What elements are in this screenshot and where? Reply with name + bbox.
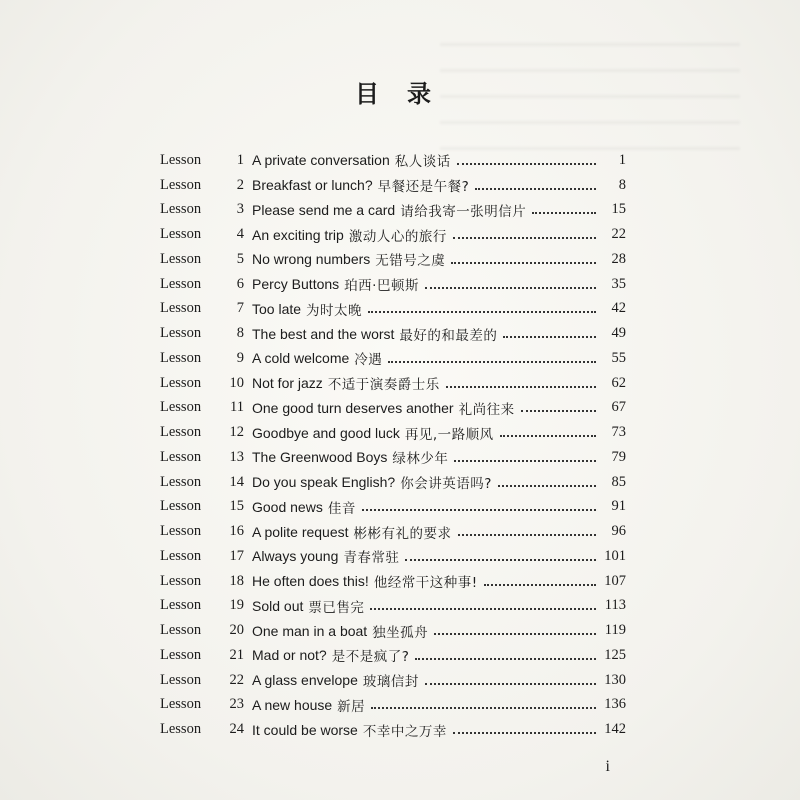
lesson-title-chinese: 礼尚往来 (458, 401, 515, 418)
lesson-title-english: Goodbye and good luck (252, 424, 400, 441)
dot-leader (425, 286, 596, 289)
lesson-number: 11 (230, 399, 244, 416)
lesson-label (160, 152, 244, 169)
lesson-title-english: Always young (252, 548, 339, 565)
lesson-label (160, 424, 244, 441)
toc-entry (160, 297, 626, 322)
lesson-title-english: A polite request (252, 523, 349, 540)
lesson-title-chinese: 他经常干这种事! (373, 575, 478, 592)
page-number: 136 (604, 696, 626, 713)
lesson-number: 16 (229, 523, 244, 540)
lesson-word: Lesson (160, 399, 202, 416)
lesson-number: 9 (236, 349, 244, 366)
lesson-word: Lesson (160, 325, 202, 342)
page-number: 8 (618, 176, 626, 193)
page-number: 113 (604, 597, 626, 614)
lesson-number: 15 (229, 498, 244, 515)
lesson-word: Lesson (160, 226, 202, 243)
page-number: 91 (611, 498, 626, 515)
lesson-title-english: Breakfast or lunch? (252, 177, 373, 194)
lesson-number: 3 (236, 201, 244, 218)
lesson-label (160, 622, 244, 639)
lesson-word: Lesson (160, 448, 202, 465)
dot-leader (454, 459, 596, 462)
lesson-title-english: Please send me a card (252, 201, 396, 218)
lesson-number: 22 (229, 671, 244, 688)
dot-leader (453, 731, 596, 734)
dot-leader (371, 706, 596, 709)
page-number: 79 (611, 448, 626, 465)
lesson-title-chinese: 独坐孤舟 (372, 624, 429, 641)
lesson-label (160, 276, 244, 293)
lesson-title-chinese: 不幸中之万幸 (362, 723, 447, 740)
lesson-word: Lesson (160, 349, 202, 366)
lesson-word: Lesson (160, 275, 202, 292)
lesson-title-english: Too late (252, 300, 302, 317)
lesson-word: Lesson (160, 176, 202, 193)
page-number: 67 (611, 399, 626, 416)
toc-entry (160, 668, 626, 693)
toc-entry (160, 198, 626, 223)
lesson-title-english: Sold out (252, 597, 304, 614)
lesson-word: Lesson (160, 523, 202, 540)
lesson-word: Lesson (160, 201, 202, 218)
dot-leader (532, 211, 596, 214)
dot-leader (484, 583, 596, 586)
toc-entry (160, 346, 626, 371)
lesson-label (160, 325, 244, 342)
lesson-label (160, 672, 244, 689)
toc-entry (160, 495, 626, 520)
toc-entry (160, 272, 626, 297)
lesson-number: 10 (229, 374, 244, 391)
lesson-title-chinese: 你会讲英语吗? (400, 476, 492, 493)
lesson-word: Lesson (160, 646, 202, 663)
lesson-label (160, 300, 244, 317)
toc-entry (160, 247, 626, 272)
lesson-label (160, 474, 244, 491)
lesson-title-chinese: 彬彬有礼的要求 (353, 525, 452, 542)
lesson-title-chinese: 青春常驻 (343, 550, 400, 567)
lesson-word: Lesson (160, 572, 202, 589)
lesson-number: 5 (236, 250, 244, 267)
toc-entry (160, 693, 626, 718)
lesson-title-english: One good turn deserves another (252, 399, 454, 416)
toc-entry (160, 321, 626, 346)
page-number: 62 (611, 374, 626, 391)
lesson-title-english: A private conversation (252, 152, 390, 169)
toc-entry (160, 717, 626, 742)
lesson-word: Lesson (160, 300, 202, 317)
table-of-contents (160, 148, 626, 742)
dot-leader (521, 409, 596, 412)
toc-entry (160, 148, 626, 173)
lesson-label (160, 375, 244, 392)
dot-leader (498, 484, 596, 487)
lesson-number: 7 (236, 300, 244, 317)
lesson-title-chinese: 票已售完 (308, 599, 365, 616)
lesson-title-english: One man in a boat (252, 622, 368, 639)
lesson-label (160, 573, 244, 590)
lesson-title-english: The Greenwood Boys (252, 449, 388, 466)
lesson-word: Lesson (160, 374, 202, 391)
lesson-label (160, 696, 244, 713)
lesson-title-chinese: 珀西·巴顿斯 (344, 278, 419, 295)
lesson-word: Lesson (160, 597, 202, 614)
lesson-word: Lesson (160, 721, 202, 738)
toc-entry (160, 470, 626, 495)
lesson-title-chinese: 为时太晚 (306, 302, 363, 319)
lesson-title-english: Percy Buttons (252, 276, 340, 293)
page-title: 目录 (355, 80, 459, 108)
page-number: 125 (604, 646, 626, 663)
toc-entry (160, 519, 626, 544)
lesson-word: Lesson (160, 547, 202, 564)
dot-leader (434, 632, 596, 635)
toc-entry (160, 222, 626, 247)
lesson-number: 13 (229, 448, 244, 465)
lesson-title-chinese: 新居 (337, 698, 366, 715)
dot-leader (500, 434, 596, 437)
page-number: 1 (618, 151, 626, 168)
toc-entry (160, 544, 626, 569)
page-number: 119 (604, 622, 626, 639)
lesson-label (160, 449, 244, 466)
page-number: 49 (611, 325, 626, 342)
lesson-number: 14 (229, 473, 244, 490)
page-number: 107 (604, 572, 626, 589)
lesson-label (160, 226, 244, 243)
toc-entry (160, 643, 626, 668)
lesson-title-chinese: 玻璃信封 (362, 674, 419, 691)
page-number: 28 (611, 250, 626, 267)
lesson-word: Lesson (160, 250, 202, 267)
toc-entry (160, 173, 626, 198)
lesson-title-english: An exciting trip (252, 226, 344, 243)
page-number: 96 (611, 523, 626, 540)
lesson-word: Lesson (160, 671, 202, 688)
lesson-label (160, 498, 244, 515)
dot-leader (370, 607, 596, 610)
page-number: 142 (604, 721, 626, 738)
page-number: 73 (611, 424, 626, 441)
lesson-label (160, 597, 244, 614)
lesson-number: 23 (229, 696, 244, 713)
lesson-label (160, 399, 244, 416)
lesson-title-english: A new house (252, 696, 333, 713)
lesson-number: 6 (236, 275, 244, 292)
dot-leader (446, 385, 596, 388)
lesson-title-english: Mad or not? (252, 647, 327, 664)
lesson-label (160, 251, 244, 268)
lesson-title-chinese: 请给我寄一张明信片 (400, 203, 527, 220)
dot-leader (368, 310, 596, 313)
toc-entry (160, 371, 626, 396)
lesson-label (160, 647, 244, 664)
dot-leader (475, 187, 596, 190)
dot-leader (405, 558, 596, 561)
page-number: 55 (611, 349, 626, 366)
toc-entry (160, 396, 626, 421)
lesson-word: Lesson (160, 498, 202, 515)
lesson-title-chinese: 最好的和最差的 (399, 327, 498, 344)
page-number: 130 (604, 671, 626, 688)
page-number: 85 (611, 473, 626, 490)
toc-entry (160, 618, 626, 643)
lesson-word: Lesson (160, 473, 202, 490)
lesson-word: Lesson (160, 151, 202, 168)
lesson-label (160, 721, 244, 738)
page-number: 42 (611, 300, 626, 317)
page-number: 15 (611, 201, 626, 218)
page-number: 101 (604, 547, 626, 564)
dot-leader (457, 162, 596, 165)
dot-leader (458, 533, 596, 536)
lesson-label (160, 523, 244, 540)
lesson-number: 12 (229, 424, 244, 441)
lesson-number: 8 (236, 325, 244, 342)
dot-leader (362, 508, 596, 511)
lesson-label (160, 201, 244, 218)
lesson-title-english: No wrong numbers (252, 251, 371, 268)
lesson-title-chinese: 再见,一路顺风 (404, 426, 494, 443)
lesson-title-chinese: 私人谈话 (394, 154, 451, 171)
lesson-number: 20 (229, 622, 244, 639)
lesson-title-english: A glass envelope (252, 672, 358, 689)
lesson-title-chinese: 无错号之虞 (375, 253, 446, 270)
dot-leader (453, 236, 596, 239)
lesson-number: 24 (229, 721, 244, 738)
lesson-word: Lesson (160, 696, 202, 713)
lesson-title-english: A cold welcome (252, 350, 350, 367)
lesson-title-english: The best and the worst (252, 325, 395, 342)
lesson-title-english: He often does this! (252, 573, 369, 590)
dot-leader (425, 682, 596, 685)
dot-leader (503, 335, 596, 338)
dot-leader (415, 657, 596, 660)
lesson-title-chinese: 绿林少年 (392, 451, 449, 468)
lesson-title-chinese: 佳音 (327, 500, 356, 517)
lesson-title-chinese: 不适于演奏爵士乐 (327, 377, 440, 394)
lesson-label (160, 350, 244, 367)
lesson-title-chinese: 早餐还是午餐? (377, 179, 470, 196)
page-folio: i (605, 758, 610, 775)
lesson-title-chinese: 激动人心的旅行 (348, 228, 447, 245)
lesson-word: Lesson (160, 424, 202, 441)
lesson-number: 2 (236, 176, 244, 193)
lesson-number: 1 (236, 151, 244, 168)
lesson-title-chinese: 是不是疯了? (331, 649, 410, 666)
lesson-title-english: Not for jazz (252, 375, 323, 392)
lesson-number: 18 (229, 572, 244, 589)
lesson-label (160, 177, 244, 194)
page-number: 35 (611, 275, 626, 292)
lesson-number: 17 (229, 547, 244, 564)
toc-entry (160, 420, 626, 445)
toc-entry (160, 445, 626, 470)
lesson-title-english: Good news (252, 498, 323, 515)
lesson-number: 21 (229, 646, 244, 663)
lesson-title-english: Do you speak English? (252, 474, 396, 491)
lesson-number: 4 (236, 226, 244, 243)
page-number: 22 (611, 226, 626, 243)
dot-leader (451, 261, 596, 264)
lesson-title-english: It could be worse (252, 721, 358, 738)
toc-entry (160, 594, 626, 619)
lesson-label (160, 548, 244, 565)
dot-leader (388, 360, 596, 363)
lesson-title-chinese: 冷遇 (354, 352, 383, 369)
toc-entry (160, 569, 626, 594)
lesson-number: 19 (229, 597, 244, 614)
lesson-word: Lesson (160, 622, 202, 639)
